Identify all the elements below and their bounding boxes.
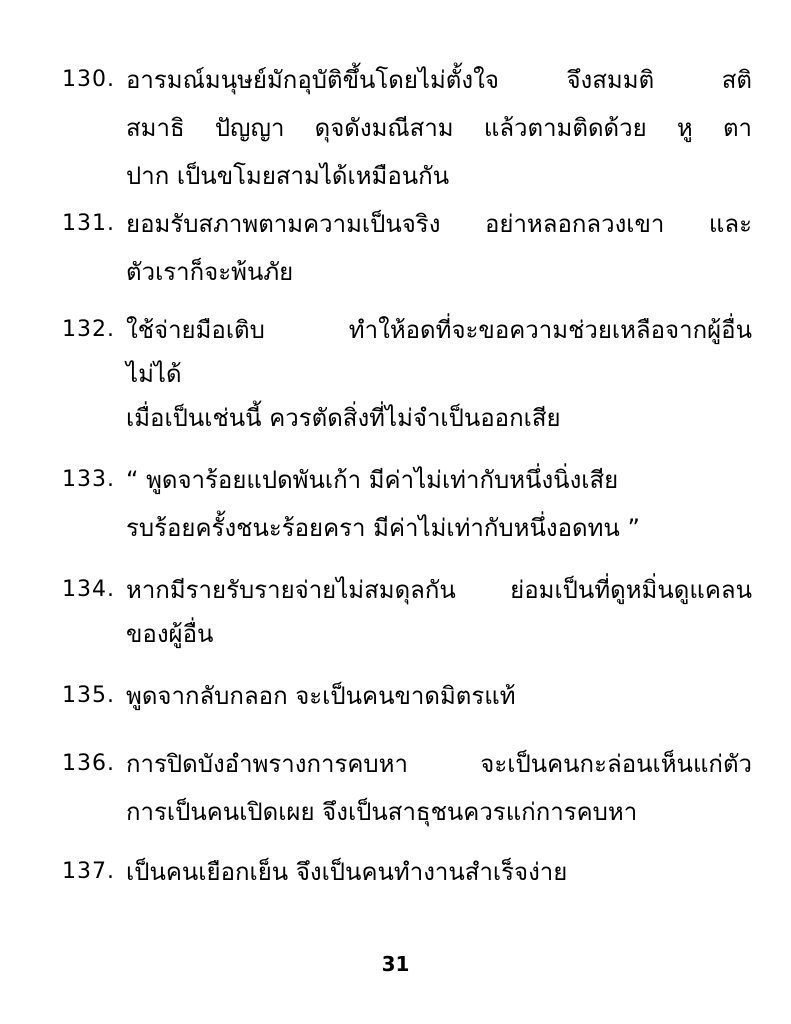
- item-line: ยอมรับสภาพตามความเป็นจริง อย่าหลอกลวงเขา และ: [126, 210, 752, 238]
- item-text: [126, 306, 752, 442]
- item-text: [126, 456, 752, 552]
- item-line: รบร้อยครั้งชนะร้อยครา มีค่าไม่เท่ากับหนึ่งอดทน ”: [126, 514, 640, 542]
- item-number: 133.: [62, 467, 115, 492]
- item-line: หากมีรายรับรายจ่ายไม่สมดุลกัน ย่อมเป็นที่ดูหมิ่นดูแคลน: [126, 576, 752, 604]
- item-line: ใช้จ่ายมือเติบ ทำให้อดที่จะขอความช่วยเหลือจากผู้อื่น: [126, 316, 752, 344]
- item-text: [126, 200, 752, 296]
- item-number: 132.: [62, 317, 115, 342]
- item-text: [126, 740, 752, 836]
- item-line: พูดจากลับกลอก จะเป็นคนขาดมิตรแท้: [126, 682, 516, 710]
- item-number: 135.: [62, 683, 115, 708]
- item-line: สมาธิ ปัญญา ดุจดังมณีสาม แล้วตามติดด้วย หู ตา: [126, 114, 752, 142]
- item-text: [126, 848, 752, 896]
- item-line: ตัวเราก็จะพ้นภัย: [126, 258, 294, 286]
- item-text: [126, 566, 752, 654]
- item-line: เมื่อเป็นเช่นนี้ ควรตัดสิ่งที่ไม่จำเป็นออกเสีย: [126, 404, 561, 432]
- item-line: อารมณ์มนุษย์มักอุบัติขึ้นโดยไม่ตั้งใจ จึงสมมติ สติ: [126, 66, 752, 94]
- item-number: 136.: [62, 751, 115, 776]
- item-line: เป็นคนเยือกเย็น จึงเป็นคนทำงานสำเร็จง่าย: [126, 858, 568, 886]
- item-line: ของผู้อื่น: [126, 620, 214, 648]
- item-number: 134.: [62, 577, 115, 602]
- item-line: ไม่ได้: [126, 360, 182, 388]
- item-line: “ พูดจาร้อยแปดพันเก้า มีค่าไม่เท่ากับหนึ่งนิ่งเสีย: [126, 466, 619, 494]
- item-line: การเป็นคนเปิดเผย จึงเป็นสาธุชนควรแก่การคบหา: [126, 798, 638, 826]
- item-number: 130.: [62, 67, 115, 92]
- item-number: 137.: [62, 859, 115, 884]
- item-text: [126, 56, 752, 200]
- page-number: 31: [381, 952, 410, 976]
- item-line: การปิดบังอำพรางการคบหา จะเป็นคนกะล่อนเห็นแก่ตัว: [126, 750, 752, 778]
- item-text: [126, 672, 752, 720]
- item-number: 131.: [62, 211, 115, 236]
- item-line: ปาก เป็นขโมยสามได้เหมือนกัน: [126, 162, 450, 190]
